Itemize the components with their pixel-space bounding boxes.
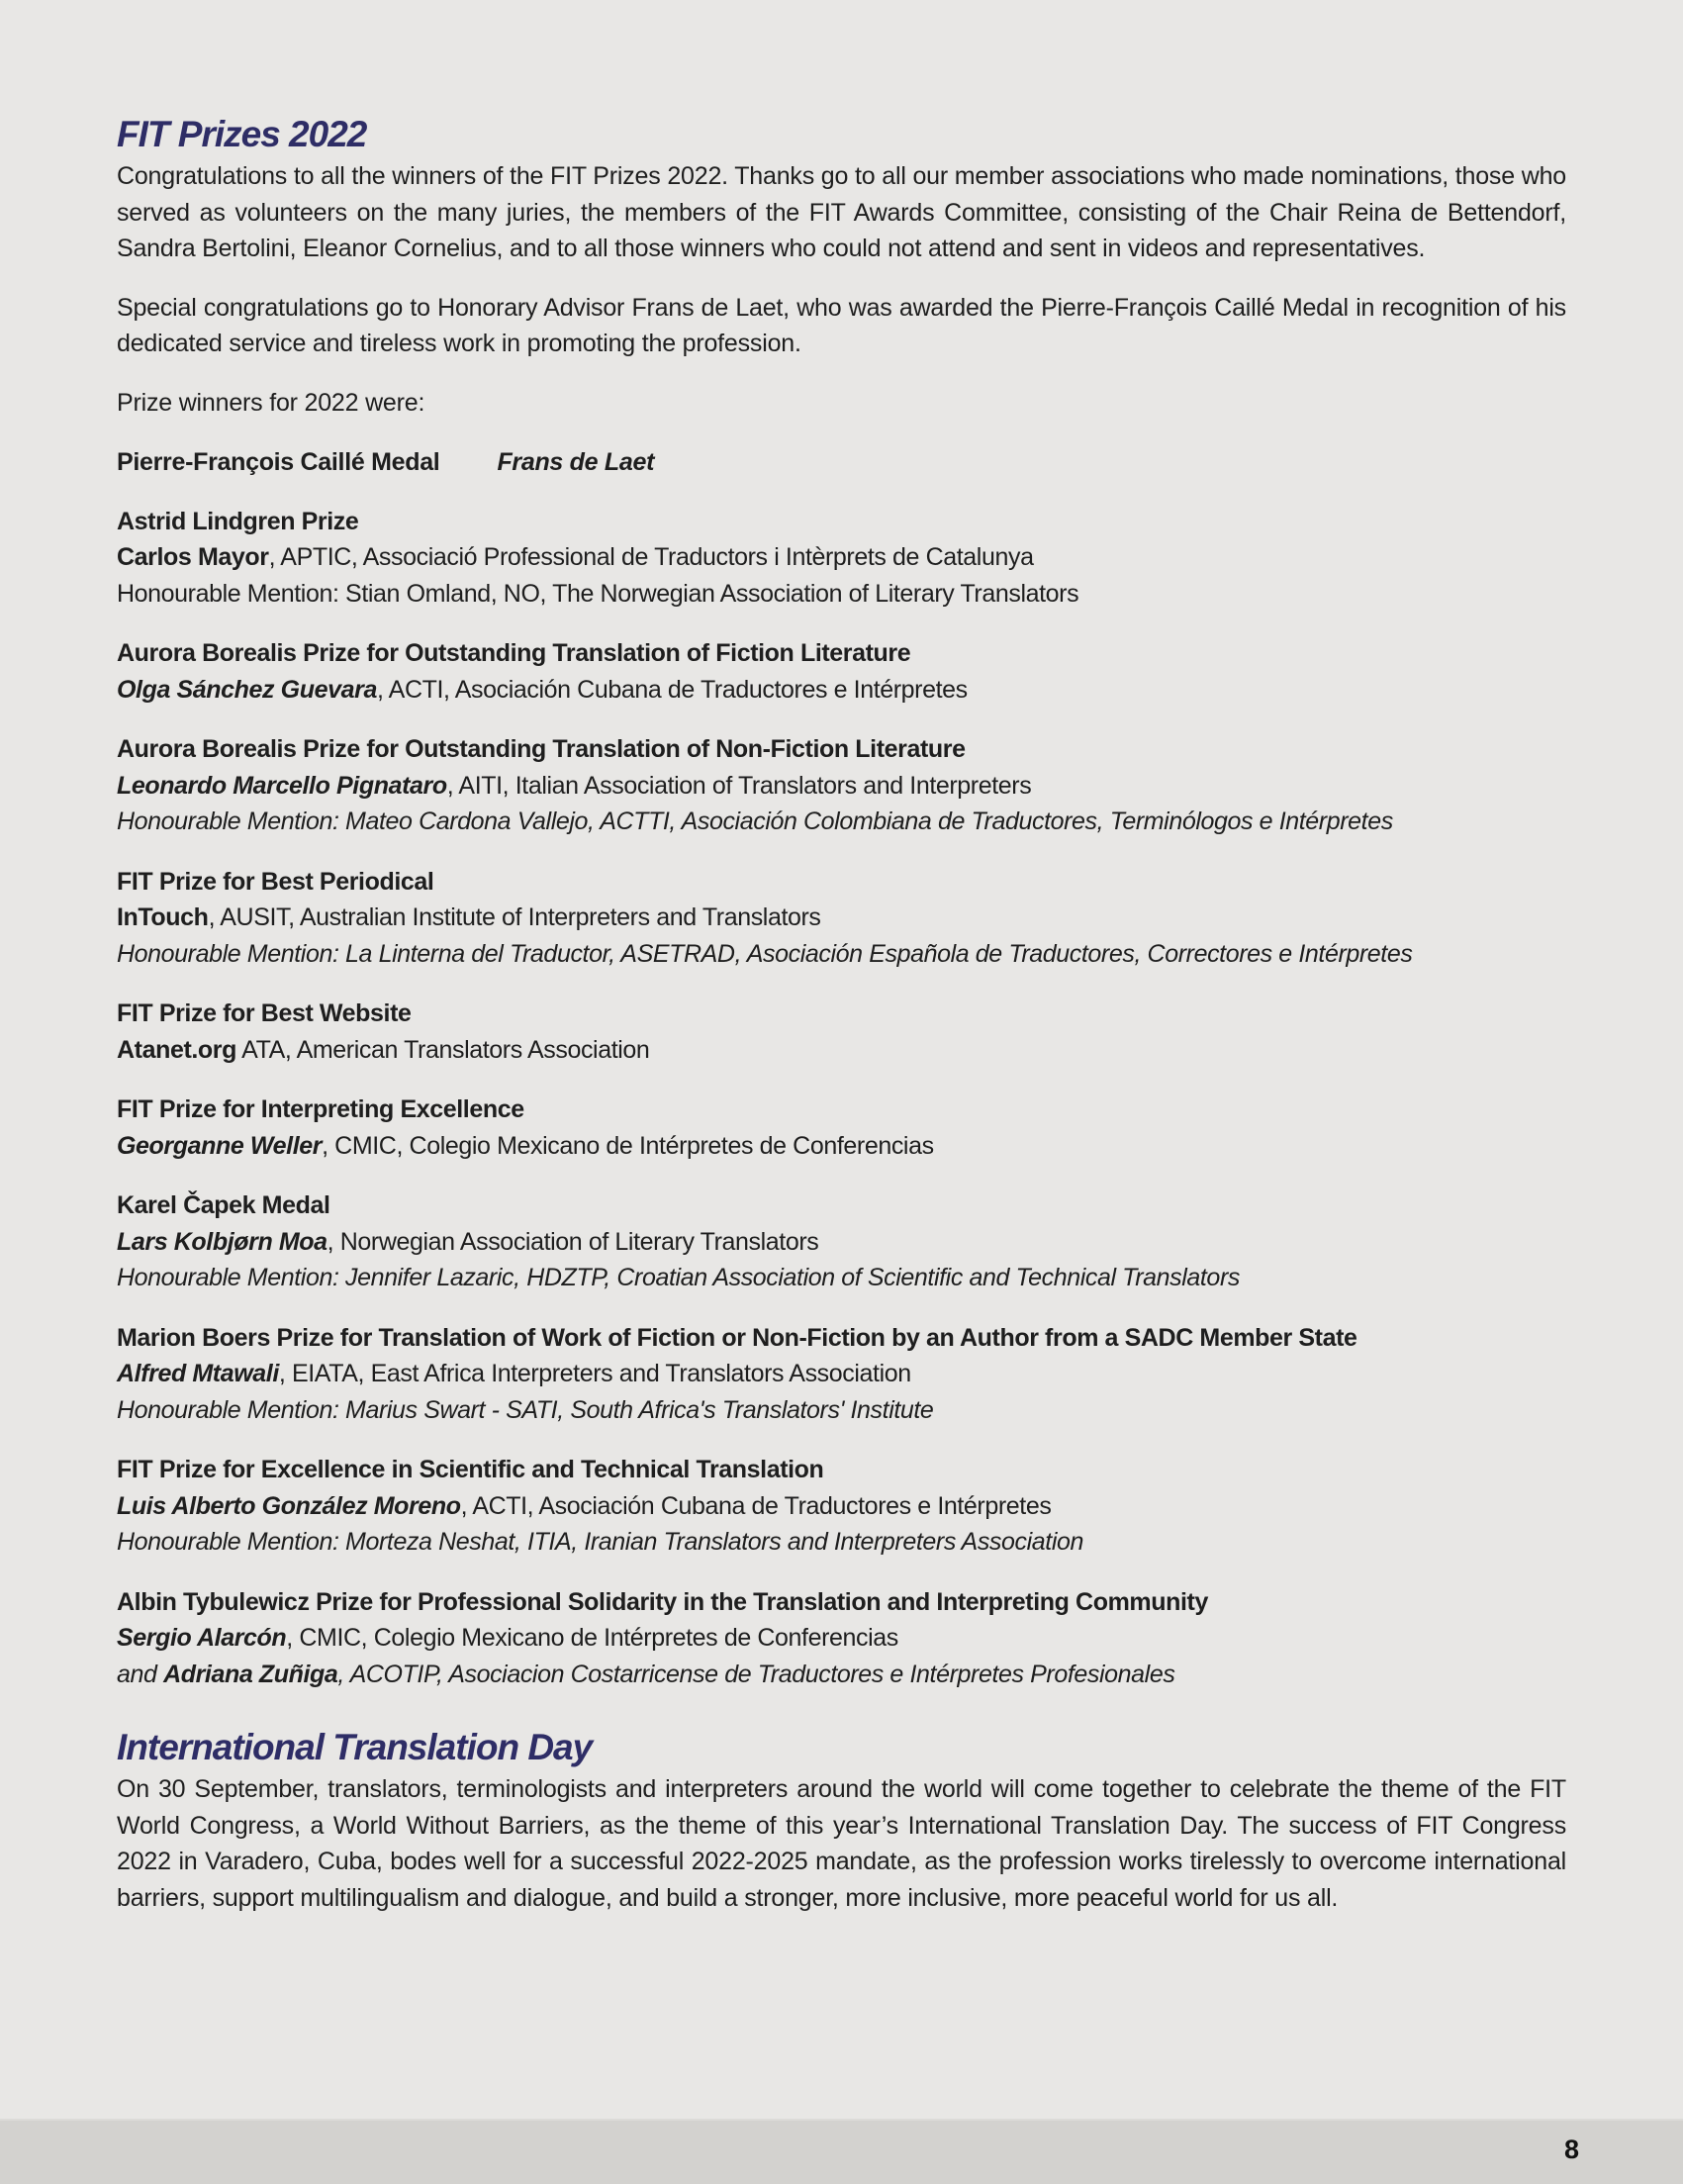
prize-winner — [117, 1128, 1566, 1165]
prize-karel-capek — [117, 1187, 1566, 1296]
winner-detail: , APTIC, Associació Professional de Traductors i Intèrprets de Catalunya — [268, 543, 1034, 572]
winner-detail: , CMIC, Colegio Mexicano de Intérpretes de Conferencias — [322, 1131, 934, 1160]
fit-prizes-heading: FIT Prizes 2022 — [117, 114, 367, 154]
prize-albin-tybulewicz — [117, 1584, 1566, 1693]
prize-winner — [117, 539, 1566, 576]
page-footer — [0, 2119, 1683, 2184]
medal-name: Pierre-François Caillé Medal — [117, 447, 440, 476]
prize-winner — [117, 1356, 1566, 1392]
special-congratulations-paragraph: Special congratulations go to Honorary Advisor Frans de Laet, who was awarded the Pierre-François Caillé Medal in recognition of his dedicated service and tireless work in promoting the profession. — [117, 293, 1566, 358]
prize-winner — [117, 1488, 1566, 1525]
prize-marion-boers — [117, 1320, 1566, 1429]
winner-name: Atanet.org — [117, 1035, 237, 1064]
prize-title: Albin Tybulewicz Prize for Professional Solidarity in the Translation and Interpreting Community — [117, 1587, 1208, 1616]
winners-intro: Prize winners for 2022 were: — [117, 388, 425, 417]
page-number: 8 — [1563, 2135, 1579, 2164]
winner-name: InTouch — [117, 903, 209, 932]
prize-winner — [117, 672, 1566, 709]
honourable-mention: Honourable Mention: Mateo Cardona Vallejo, ACTTI, Asociación Colombiana de Traductores, Terminólogos e Intérpretes — [117, 807, 1393, 836]
winner-detail: , ACTI, Asociación Cubana de Traductores e Intérpretes — [460, 1491, 1052, 1520]
winner-name: Carlos Mayor — [117, 543, 269, 572]
honourable-mention: Honourable Mention: Jennifer Lazaric, HDZTP, Croatian Association of Scientific and Technical Translators — [117, 1264, 1240, 1292]
prize-title: Astrid Lindgren Prize — [117, 507, 359, 535]
prize-title: FIT Prize for Best Periodical — [117, 867, 434, 896]
prize-interpreting-excellence — [117, 1092, 1566, 1164]
prize-winner — [117, 1620, 1566, 1657]
prize-aurora-fiction — [117, 635, 1566, 708]
prize-title: FIT Prize for Interpreting Excellence — [117, 1095, 524, 1124]
winner-detail: , AUSIT, Australian Institute of Interpreters and Translators — [208, 903, 821, 932]
translation-day-heading: International Translation Day — [117, 1727, 593, 1768]
prize-scientific-technical — [117, 1452, 1566, 1561]
translation-day-paragraph: On 30 September, translators, terminologists and interpreters around the world will come together to celebrate the theme of the FIT World Congress, a World Without Barriers, as the theme of this year’s International Translation Day. The success of FIT Congress 2022 in Varadero, Cuba, bodes well for a successful 2022-2025 mandate, as the profession works tirelessly to overcome international barriers, support multilingualism and dialogue, and build a stronger, more inclusive, more peaceful world for us all. — [117, 1775, 1566, 1912]
winner-detail: ATA, American Translators Association — [236, 1035, 650, 1064]
winner-detail: , ACTI, Asociación Cubana de Traductores e Intérpretes — [376, 675, 968, 704]
winner-detail: , AITI, Italian Association of Translators and Interpreters — [446, 771, 1032, 800]
prize-winner — [117, 1032, 1566, 1069]
intro-paragraph: Congratulations to all the winners of the FIT Prizes 2022. Thanks go to all our member associations who made nominations, those who served as volunteers on the many juries, the members of the FIT Awards Committee, consisting of the Chair Reina de Bettendorf, Sandra Bertolini, Eleanor Cornelius, and to all those winners who could not attend and sent in videos and representatives. — [117, 162, 1566, 263]
winner-name: Olga Sánchez Guevara — [117, 675, 377, 704]
winner-name: Luis Alberto González Moreno — [117, 1491, 461, 1520]
prize-winner — [117, 768, 1566, 805]
translation-day-section — [117, 1724, 1566, 1916]
prize-title: FIT Prize for Excellence in Scientific and Technical Translation — [117, 1456, 824, 1484]
prize-title: Aurora Borealis Prize for Outstanding Translation of Fiction Literature — [117, 639, 911, 668]
winner-detail: , EIATA, East Africa Interpreters and Translators Association — [278, 1360, 911, 1388]
co-winner-prefix: and — [117, 1660, 164, 1688]
honourable-mention: Honourable Mention: La Linterna del Traductor, ASETRAD, Asociación Española de Traductores, Correctores e Intérpretes — [117, 939, 1413, 968]
medal-recipient: Frans de Laet — [497, 447, 655, 476]
honourable-mention: Honourable Mention: Morteza Neshat, ITIA, Iranian Translators and Interpreters Association — [117, 1528, 1083, 1557]
prize-aurora-nonfiction — [117, 731, 1566, 840]
prize-astrid-lindgren — [117, 504, 1566, 613]
co-winner-name: Adriana Zuñiga — [163, 1660, 338, 1688]
winner-name: Lars Kolbjørn Moa — [117, 1227, 327, 1256]
winner-detail: , CMIC, Colegio Mexicano de Intérpretes de Conferencias — [286, 1624, 898, 1653]
honourable-mention: Honourable Mention: Stian Omland, NO, The Norwegian Association of Literary Translators — [117, 579, 1079, 608]
winner-name: Georganne Weller — [117, 1131, 323, 1160]
honourable-mention: Honourable Mention: Marius Swart - SATI, South Africa's Translators' Institute — [117, 1395, 934, 1424]
document-page — [117, 111, 1566, 1916]
winner-name: Alfred Mtawali — [117, 1360, 279, 1388]
prize-winner — [117, 900, 1566, 936]
prize-best-periodical — [117, 864, 1566, 973]
winner-name: Leonardo Marcello Pignataro — [117, 771, 447, 800]
prize-winner — [117, 1224, 1566, 1261]
winner-name: Sergio Alarcón — [117, 1624, 287, 1653]
co-winner-detail: , ACOTIP, Asociacion Costarricense de Traductores e Intérpretes Profesionales — [337, 1660, 1175, 1688]
fit-prizes-section — [117, 111, 1566, 1692]
prize-title: Marion Boers Prize for Translation of Work of Fiction or Non-Fiction by an Author from a SADC Member State — [117, 1323, 1357, 1352]
prize-title: FIT Prize for Best Website — [117, 999, 412, 1028]
caille-medal-line — [117, 444, 1566, 480]
prize-title: Aurora Borealis Prize for Outstanding Translation of Non-Fiction Literature — [117, 735, 966, 764]
prize-best-website — [117, 996, 1566, 1068]
co-winner — [117, 1657, 1566, 1693]
winner-detail: , Norwegian Association of Literary Translators — [327, 1227, 819, 1256]
prize-title: Karel Čapek Medal — [117, 1191, 330, 1220]
